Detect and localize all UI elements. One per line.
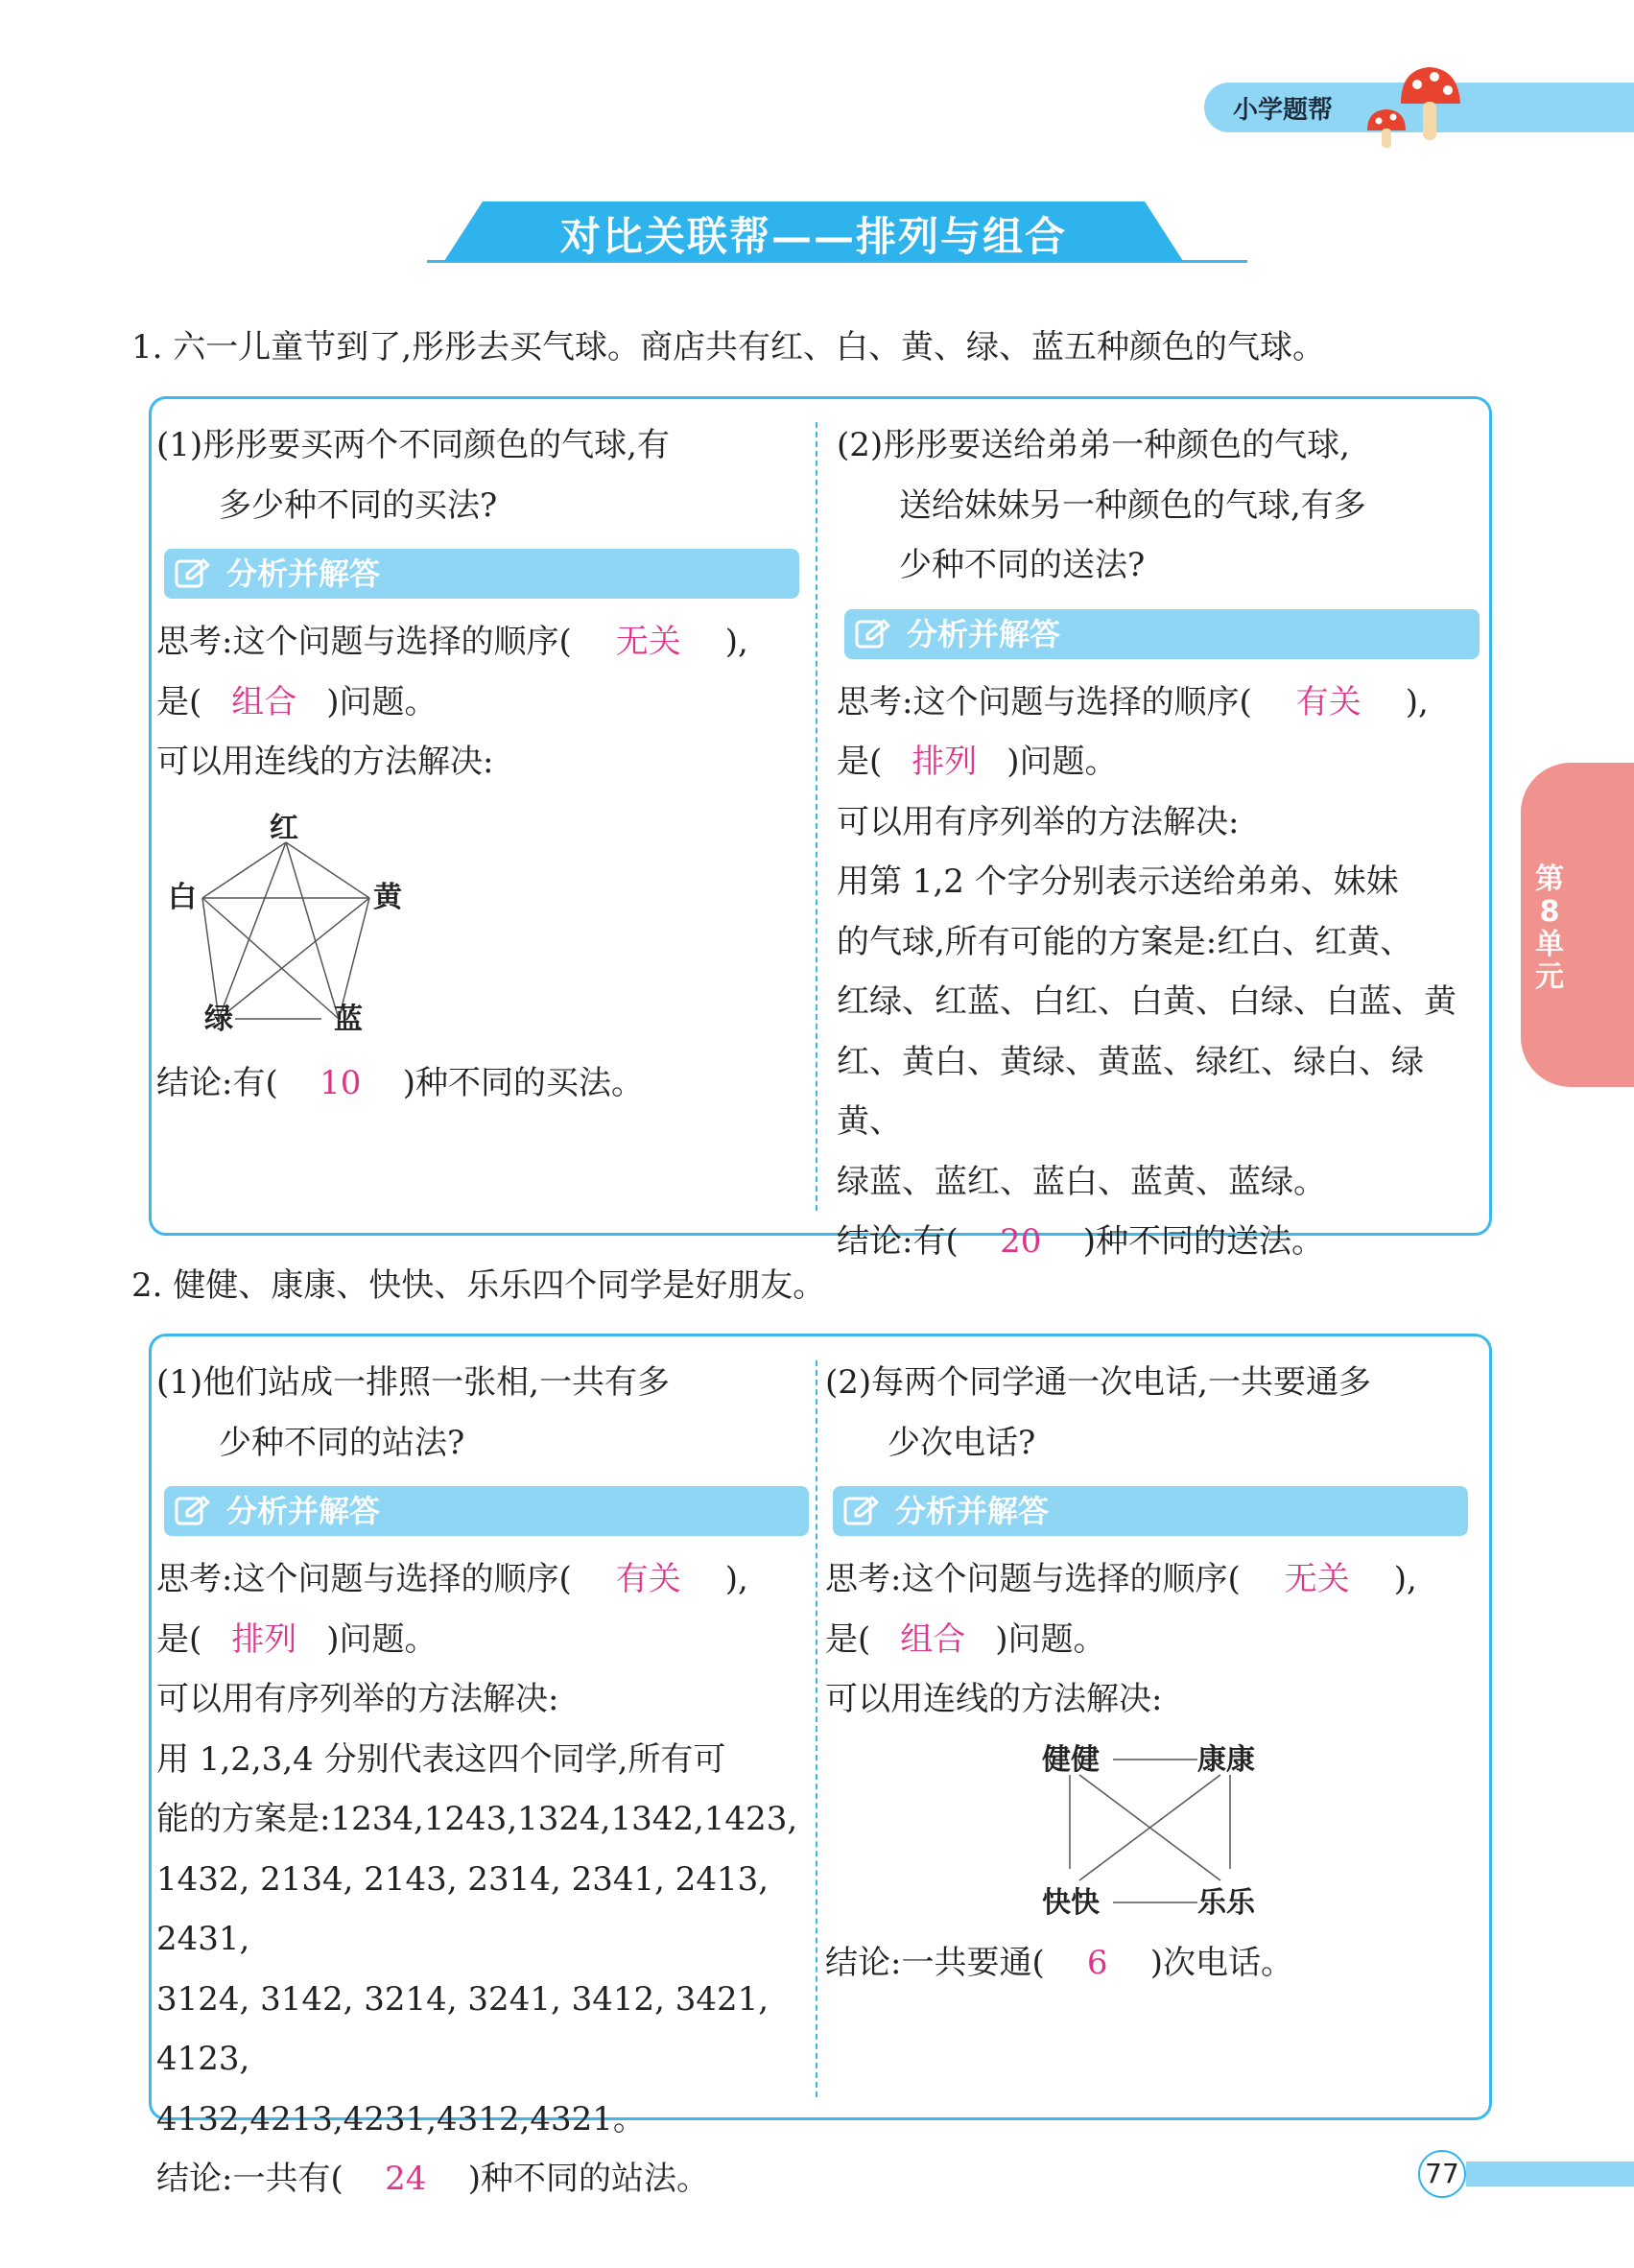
conclusion-suffix: )种不同的送法。 (1082, 1222, 1324, 1261)
q1-part2-type (837, 732, 1480, 792)
friend-link-diagram (1036, 1727, 1286, 1919)
type-suffix: )问题。 (995, 1619, 1106, 1659)
analysis-header (833, 1486, 1468, 1536)
list-line: 1432, 2134, 2143, 2314, 2341, 2413, 2431, (156, 1859, 770, 1958)
mushroom-icon (1348, 58, 1463, 149)
question-2-divider (816, 1360, 817, 2097)
type-suffix: )问题。 (326, 1619, 438, 1659)
conclusion-text: 结论:一共有( (156, 2160, 343, 2198)
type-text: 是( (156, 1619, 202, 1659)
analysis-label: 分析并解答 (907, 615, 1061, 652)
q1-part1-think (156, 612, 799, 673)
think-suffix: ), (724, 623, 748, 661)
conclusion-suffix: )种不同的买法。 (402, 1064, 644, 1102)
question-1-divider (816, 422, 817, 1211)
node-yellow: 黄 (373, 881, 402, 914)
think-suffix: ), (724, 1560, 748, 1598)
q2-part1-prompt-cont: 少种不同的站法? (219, 1423, 465, 1462)
conclusion-answer: 24 (385, 2160, 427, 2198)
list-line: 能的方案是:1234,1243,1324,1342,1423, (156, 1800, 798, 1838)
type-answer: 组合 (231, 682, 297, 721)
analysis-label: 分析并解答 (895, 1493, 1050, 1529)
q1-part1-conclusion (156, 1053, 799, 1114)
think-answer: 有关 (1295, 682, 1362, 721)
q2-part1-type (156, 1610, 809, 1670)
node-kuaikuai: 快快 (1042, 1886, 1100, 1919)
conclusion-text: 结论:有( (156, 1064, 278, 1102)
type-answer: 组合 (900, 1619, 966, 1659)
think-text: 思考:这个问题与选择的顺序( (837, 682, 1252, 721)
think-suffix: ), (1405, 682, 1429, 721)
type-text: 是( (837, 743, 883, 781)
type-answer: 排列 (912, 743, 978, 781)
section-title: 对比关联帮——排列与组合 (559, 213, 1067, 260)
conclusion-answer: 20 (1000, 1222, 1042, 1261)
question-1-stem: 1. 六一儿童节到了,彤彤去买气球。商店共有红、白、黄、绿、蓝五种颜色的气球。 (131, 328, 1326, 366)
list-line: 绿蓝、蓝红、蓝白、蓝黄、蓝绿。 (837, 1162, 1326, 1201)
list-line: 红绿、红蓝、白红、白黄、白绿、白蓝、黄 (837, 982, 1456, 1021)
type-suffix: )问题。 (1006, 743, 1118, 781)
brand-name: 小学题帮 (1233, 96, 1334, 125)
page-number: 77 (1418, 2150, 1466, 2198)
pencil-edit-icon (854, 618, 892, 650)
analysis-header (164, 1486, 809, 1536)
node-green: 绿 (204, 1003, 233, 1036)
question-2-stem: 2. 健健、康康、快快、乐乐四个同学是好朋友。 (131, 1266, 826, 1305)
type-text: 是( (156, 682, 202, 721)
q2-part2-conclusion (825, 1933, 1487, 1994)
pencil-edit-icon (174, 1495, 212, 1527)
q1-part1-method: 可以用连线的方法解决: (156, 743, 494, 781)
type-text: 是( (825, 1619, 871, 1659)
type-suffix: )问题。 (326, 682, 438, 721)
q2-part2-type (825, 1610, 1487, 1670)
q1-part1-prompt-cont: 多少种不同的买法? (219, 485, 498, 525)
think-answer: 无关 (1284, 1560, 1350, 1598)
page-number-bar (1466, 2162, 1634, 2186)
conclusion-answer: 10 (320, 1064, 362, 1102)
q1-part2-method: 可以用有序列举的方法解决: (837, 802, 1240, 841)
node-lele: 乐乐 (1197, 1886, 1255, 1919)
think-text: 思考:这个问题与选择的顺序( (156, 623, 572, 661)
list-line: 4132,4213,4231,4312,4321。 (156, 2099, 646, 2138)
q1-part2-prompt-cont2: 少种不同的送法? (899, 546, 1146, 584)
conclusion-suffix: )次电话。 (1149, 1944, 1293, 1982)
analysis-label: 分析并解答 (226, 555, 381, 592)
think-text: 思考:这个问题与选择的顺序( (825, 1560, 1241, 1598)
pencil-edit-icon (842, 1495, 881, 1527)
q1-part2-prompt-cont: 送给妹妹另一种颜色的气球,有多 (899, 485, 1366, 525)
list-line: 红、黄白、黄绿、黄蓝、绿红、绿白、绿黄、 (837, 1042, 1424, 1141)
node-kangkang: 康康 (1197, 1743, 1255, 1777)
q1-part2-think (837, 673, 1480, 733)
q1-part1-type (156, 673, 799, 733)
type-answer: 排列 (231, 1619, 297, 1659)
conclusion-text: 结论:有( (837, 1222, 959, 1261)
q2-part2 (825, 1353, 1487, 1730)
think-answer: 有关 (615, 1560, 681, 1598)
q1-part2 (837, 415, 1480, 1272)
node-white: 白 (168, 881, 197, 914)
node-jianjian: 健健 (1042, 1743, 1100, 1777)
q2-part1-prompt: (1)他们站成一排照一张相,一共有多 (156, 1363, 670, 1402)
list-line: 用 1,2,3,4 分别代表这四个同学,所有可 (156, 1739, 726, 1779)
conclusion-suffix: )种不同的站法。 (467, 2160, 709, 2198)
q2-part1-conclusion (156, 2149, 809, 2209)
color-link-diagram (156, 806, 444, 1046)
q2-part1-think (156, 1549, 809, 1610)
pencil-edit-icon (174, 557, 212, 590)
q1-part2-prompt: (2)彤彤要送给弟弟一种颜色的气球, (837, 426, 1350, 464)
q2-part1 (156, 1353, 809, 2209)
think-text: 思考:这个问题与选择的顺序( (156, 1560, 572, 1598)
q2-part2-think (825, 1549, 1487, 1610)
q1-part1 (156, 415, 799, 792)
list-line: 用第 1,2 个字分别表示送给弟弟、妹妹 (837, 862, 1399, 901)
list-line: 的气球,所有可能的方案是:红白、红黄、 (837, 922, 1413, 961)
analysis-header (844, 609, 1480, 659)
q2-part2-prompt-cont: 少次电话? (888, 1423, 1036, 1462)
conclusion-answer: 6 (1086, 1944, 1108, 1982)
q2-part1-method: 可以用有序列举的方法解决: (156, 1680, 559, 1718)
think-answer: 无关 (615, 623, 681, 661)
q1-part2-conclusion (837, 1212, 1480, 1272)
q2-part2-prompt: (2)每两个同学通一次电话,一共要通多 (825, 1363, 1371, 1402)
conclusion-text: 结论:一共要通( (825, 1944, 1045, 1982)
q1-part1-prompt: (1)彤彤要买两个不同颜色的气球,有 (156, 426, 670, 464)
node-blue: 蓝 (334, 1003, 363, 1036)
list-line: 3124, 3142, 3214, 3241, 3412, 3421, 4123, (156, 1979, 770, 2078)
chapter-label: 第8单元 (1535, 862, 1564, 994)
think-suffix: ), (1393, 1560, 1417, 1598)
analysis-header (164, 549, 799, 599)
analysis-label: 分析并解答 (226, 1493, 381, 1529)
q2-part2-method: 可以用连线的方法解决: (825, 1680, 1163, 1718)
node-red: 红 (270, 812, 298, 845)
